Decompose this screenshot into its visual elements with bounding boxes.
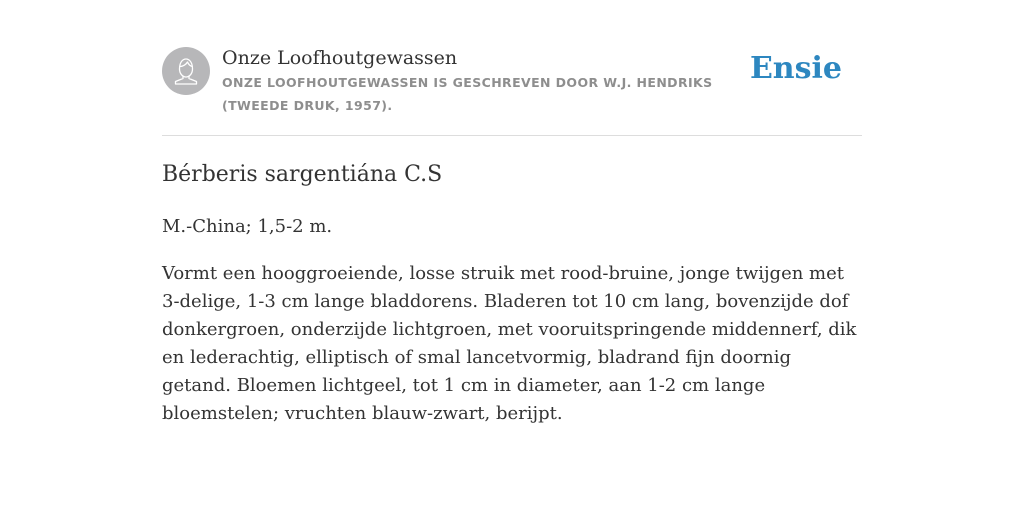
source-avatar[interactable] (162, 47, 210, 95)
source-header (162, 46, 862, 136)
entry-title: Bérberis sargentiána C.S (162, 162, 443, 187)
entry-card (162, 46, 862, 428)
entry-paragraph: M.-China; 1,5-2 m. (162, 216, 333, 237)
user-silhouette-icon (162, 47, 210, 95)
source-title[interactable]: Onze Loofhoutgewassen (222, 47, 458, 69)
ensie-logo[interactable]: Ensie (749, 51, 842, 86)
source-description: ONZE LOOFHOUTGEWASSEN IS GESCHREVEN DOOR W.J. HENDRIKS (TWEEDE DRUK, 1957). (222, 75, 713, 113)
entry-paragraph: Vormt een hooggroeiende, losse struik met rood-bruine, jonge twijgen met 3-delige, 1-3 cm lange bladdorens. Bladeren tot 10 cm lang, bovenzijde dof donkergroen, onderzijde lichtgroen, met vooruitspringende middennerf, dik en lederachtig, elliptisch of smal lancetvormig, bladrand fijn doornig getand. Bloemen lichtgeel, tot 1 cm in diameter, aan 1-2 cm lange bloemstelen; vruchten blauw-zwart, berijpt. (162, 263, 857, 424)
